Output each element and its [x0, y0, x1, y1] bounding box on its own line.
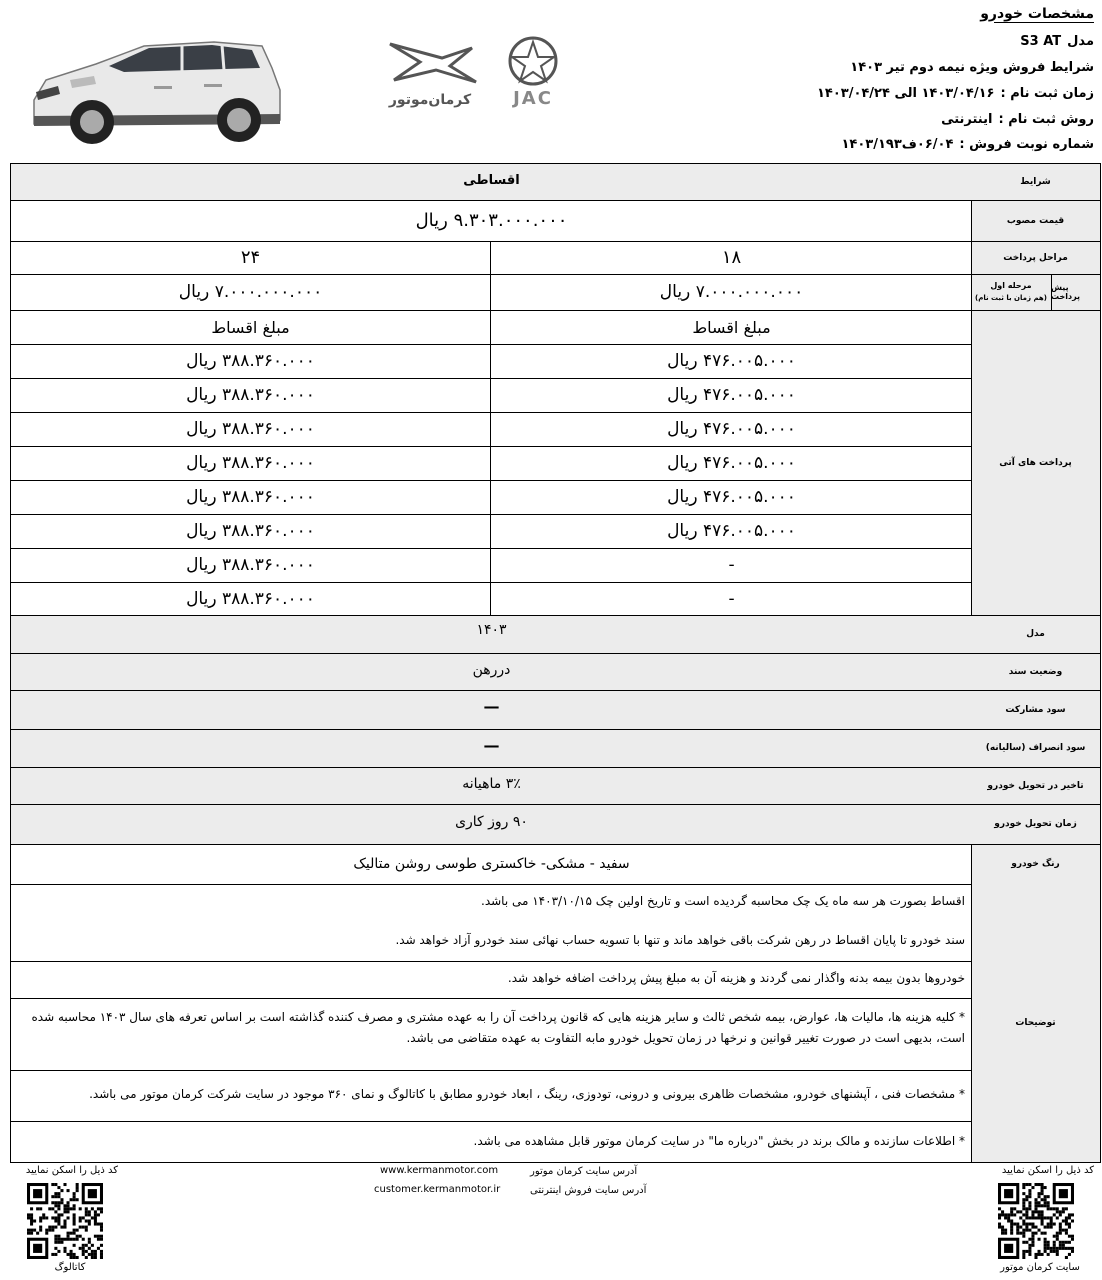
note-2: سند خودرو تا پایان اقساط در رهن شرکت باقی خواهد ماند و تنها با تسویه حساب نهائی سند خودرو آزاد خواهد شد. [395, 933, 965, 947]
label-prepayment: پیش پرداخت [1051, 283, 1081, 301]
header-title: مشخصات خودرو [980, 6, 1094, 22]
installment-18-row: ۴۷۶.۰۰۵.۰۰۰ ریال [667, 453, 796, 473]
label-cancellation-profit: سود انصراف (سالیانه) [985, 743, 1086, 753]
shop-url[interactable]: customer.kermanmotor.ir [374, 1184, 501, 1195]
delivery-delay-value: ۳٪ ماهیانه [462, 775, 521, 792]
installment-18-row: - [728, 555, 735, 575]
header-title-underline [994, 22, 1094, 23]
car-image [14, 28, 294, 148]
header-reg-method-label: روش ثبت نام : [998, 112, 1094, 127]
label-first-stage-title: مرحله اول [990, 281, 1032, 290]
label-conditions: شرایط [1020, 177, 1051, 187]
installment-24-row: ۳۸۸.۳۶۰.۰۰۰ ریال [186, 521, 315, 541]
prepay-18: ۷.۰۰۰.۰۰۰.۰۰۰ ریال [659, 282, 804, 302]
prepay-24: ۷.۰۰۰.۰۰۰.۰۰۰ ریال [178, 282, 323, 302]
plan-18: ۱۸ [721, 247, 742, 268]
header-reg-time [817, 86, 1094, 101]
note-3: خودروها بدون بیمه بدنه واگذار نمی گردند و هزینه آن به مبلغ پیش پرداخت اضافه خواهد شد. [507, 971, 965, 985]
partnership-profit-value: — [483, 697, 500, 716]
note-4: * کلیه هزینه ها، مالیات ها، عوارض، بیمه شخص ثالث و سایر هزینه هایی که قانون پرداخت آن را به عهده مشتری و مصرف کننده گذاشته است بر اساس تعرفه های سال ۱۴۰۳ محاسبه شده است، بدیهی است در صورت تغییر قوانین و نرخها در زمان تحویل خودرو مابه التفاوت به عهده متقاضی می باشد. [31, 1010, 965, 1045]
label-car-color: رنگ خودرو [1011, 859, 1060, 869]
cancellation-profit-value: — [483, 736, 500, 755]
qr-right-label: سایت کرمان موتور [1000, 1262, 1080, 1273]
header-model [1020, 34, 1094, 49]
site-url[interactable]: www.kermanmotor.com [380, 1165, 499, 1176]
approved-price-value: ۹.۳۰۳.۰۰۰.۰۰۰ ریال [415, 210, 568, 231]
label-payment-stages: مراحل پرداخت [1003, 252, 1068, 263]
kerman-logo-text: کرمان‌موتور [388, 92, 472, 108]
kerman-motor-logo [380, 36, 480, 114]
label-first-stage [971, 274, 1051, 310]
header-reg-method [941, 112, 1094, 127]
header-sale-turn-label: شماره نوبت فروش : [959, 137, 1094, 152]
label-delivery-time: زمان تحویل خودرو [994, 819, 1077, 829]
note-6: * اطلاعات سازنده و مالک برند در بخش "درباره ما" در سایت کرمان موتور قابل مشاهده می باشد. [473, 1134, 965, 1148]
qr-code-catalog[interactable] [27, 1183, 103, 1259]
conditions-value: اقساطی [463, 172, 520, 188]
header-model-label: مدل [1067, 34, 1094, 49]
label-first-stage-note: (هم زمان با ثبت نام) [974, 294, 1047, 302]
site-label: آدرس سایت کرمان موتور [530, 1166, 638, 1177]
header-sale-conditions: شرایط فروش ویژه نیمه دوم تیر ۱۴۰۳ [850, 60, 1094, 75]
note-5: * مشخصات فنی ، آپشنهای خودرو، مشخصات ظاهری بیرونی و درونی، تودوزی، رینگ ، ابعاد خودرو مطابق با کاتالوگ و نمای ۳۶۰ موجود در سایت شرکت کرمان موتور می باشد. [89, 1087, 965, 1101]
car-color-value: سفید - مشکی- خاکستری طوسی روشن متالیک [353, 856, 630, 872]
installment-header-24: مبلغ اقساط [211, 317, 290, 337]
qr-left-label: کاتالوگ [54, 1262, 86, 1273]
document-status-value: دررهن [472, 661, 511, 678]
jac-logo-text: JAC [513, 88, 553, 109]
model-value: ۱۴۰۳ [476, 622, 507, 638]
installment-24-row: ۳۸۸.۳۶۰.۰۰۰ ریال [186, 453, 315, 473]
installment-24-row: ۳۸۸.۳۶۰.۰۰۰ ریال [186, 419, 315, 439]
installment-24-row: ۳۸۸.۳۶۰.۰۰۰ ریال [186, 589, 315, 609]
label-partnership-profit: سود مشارکت [1005, 704, 1066, 715]
header-reg-time-value: ۱۴۰۳/۰۴/۱۶ الی ۱۴۰۳/۰۴/۲۴ [816, 86, 995, 101]
shop-label: آدرس سایت فروش اینترنتی [530, 1185, 647, 1196]
header-sale-turn [841, 137, 1094, 152]
installment-header-18: مبلغ اقساط [692, 317, 771, 337]
installment-24-row: ۳۸۸.۳۶۰.۰۰۰ ریال [186, 385, 315, 405]
installment-24-row: ۳۸۸.۳۶۰.۰۰۰ ریال [186, 555, 315, 575]
label-document-status: وضعیت سند [1008, 666, 1063, 677]
jac-logo [492, 36, 574, 108]
qr-right-caption: کد ذیل را اسکن نمایید [1001, 1165, 1094, 1176]
note-1: اقساط بصورت هر سه ماه یک چک محاسبه گردیده است و تاریخ اولین چک ۱۴۰۳/۱۰/۱۵ می باشد. [481, 894, 965, 908]
header-reg-method-value: اینترنتی [941, 112, 993, 127]
installment-18-row: ۴۷۶.۰۰۵.۰۰۰ ریال [667, 351, 796, 371]
label-delivery-delay: تاخیر در تحویل خودرو [987, 780, 1084, 791]
installment-24-row: ۳۸۸.۳۶۰.۰۰۰ ریال [186, 487, 315, 507]
label-descriptions: توضیحات [1015, 1018, 1056, 1028]
installment-18-row: ۴۷۶.۰۰۵.۰۰۰ ریال [667, 487, 796, 507]
installment-18-row: ۴۷۶.۰۰۵.۰۰۰ ریال [667, 419, 796, 439]
installment-18-row: ۴۷۶.۰۰۵.۰۰۰ ریال [667, 521, 796, 541]
label-future-payments: پرداخت های آتی [999, 457, 1072, 468]
header-model-value: S3 AT [1020, 34, 1062, 49]
plan-24: ۲۴ [240, 247, 261, 268]
label-model: مدل [1026, 629, 1045, 639]
qr-code-website[interactable] [998, 1183, 1074, 1259]
installment-18-row: - [728, 589, 735, 609]
installment-24-row: ۳۸۸.۳۶۰.۰۰۰ ریال [186, 351, 315, 371]
label-approved-price: قیمت مصوب [1006, 215, 1065, 226]
header-reg-time-label: زمان ثبت نام : [1000, 86, 1094, 101]
qr-left-caption: کد ذیل را اسکن نمایید [25, 1165, 118, 1176]
header-sale-turn-value: ۰۶/۰۴ف۱۴۰۳/۱۹۳ [841, 137, 954, 152]
delivery-time-value: ۹۰ روز کاری [455, 814, 528, 830]
installment-18-row: ۴۷۶.۰۰۵.۰۰۰ ریال [667, 385, 796, 405]
sales-table [10, 163, 1101, 1163]
